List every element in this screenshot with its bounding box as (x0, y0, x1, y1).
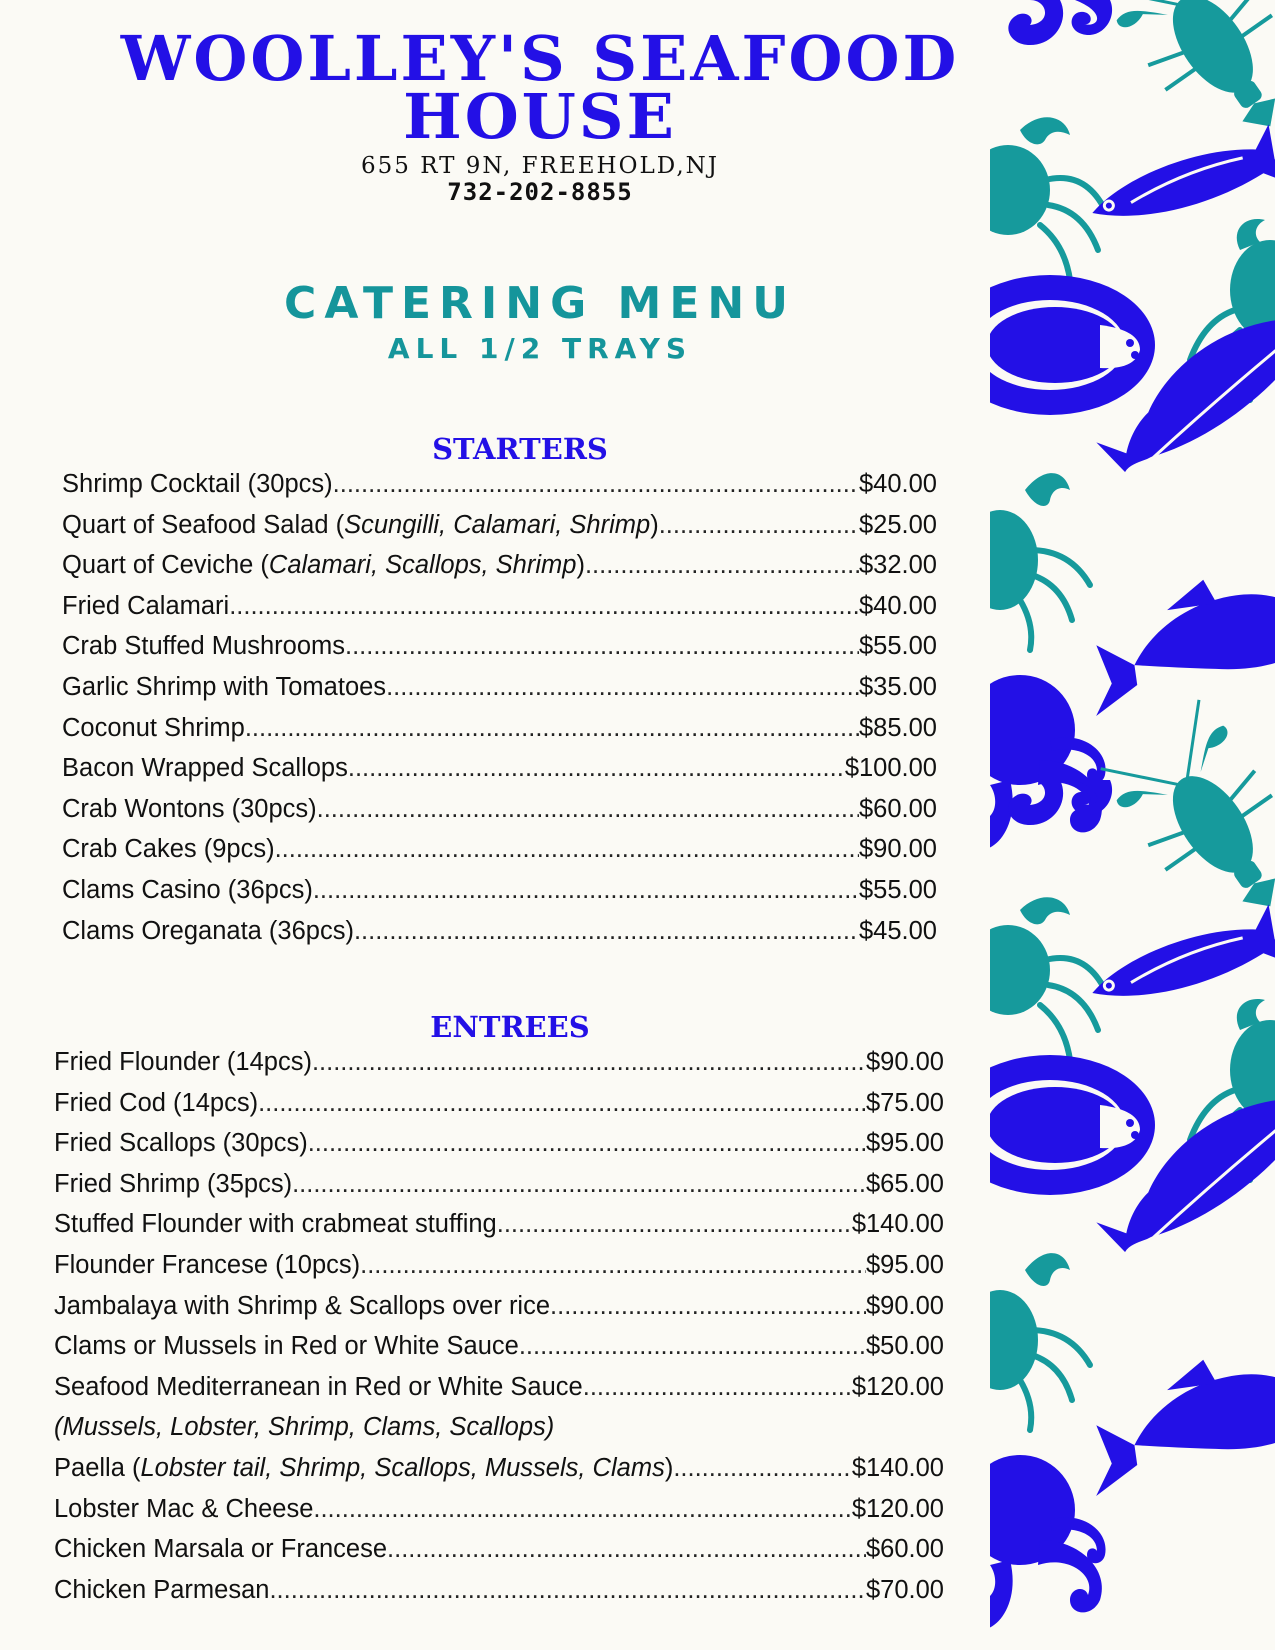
item-price: $90.00 (866, 1048, 944, 1076)
starters-heading: STARTERS (432, 432, 608, 466)
restaurant-phone: 732-202-8855 (447, 178, 633, 206)
sea-creature-pattern-art (990, 0, 1275, 1650)
item-name: Clams Oreganata (36pcs) (62, 916, 354, 945)
menu-item (62, 470, 937, 511)
item-name-suffix: ) (650, 510, 659, 539)
item-name: Clams Casino (36pcs) (62, 875, 313, 904)
menu-item (62, 551, 937, 592)
restaurant-address: 655 RT 9N, FREEHOLD,NJ (360, 153, 719, 179)
dot-leader (497, 1210, 852, 1239)
item-price: $40.00 (859, 591, 937, 620)
item-name: Crab Cakes (9pcs) (62, 835, 275, 864)
item-name: Fried Flounder (14pcs) (54, 1048, 312, 1076)
tuna-icon (1079, 564, 1275, 716)
item-name (62, 551, 585, 580)
entrees-list (54, 1048, 944, 1616)
menu-item (54, 1089, 944, 1130)
item-name: Seafood Mediterranean in Red or White Sauce (54, 1372, 583, 1401)
dot-leader (387, 1535, 866, 1564)
item-price: $60.00 (866, 1535, 944, 1564)
dot-leader (333, 470, 859, 499)
menu-item (54, 1251, 944, 1292)
dot-leader (345, 632, 859, 661)
item-price: $60.00 (859, 794, 937, 823)
octopus-icon (990, 675, 1106, 850)
dot-leader (229, 592, 859, 621)
item-price: $32.00 (859, 551, 937, 580)
item-price: $55.00 (859, 632, 937, 661)
item-price: $95.00 (866, 1250, 944, 1279)
item-name: Coconut Shrimp (62, 713, 245, 742)
menu-item (54, 1129, 944, 1170)
menu-title: CATERING MENU (284, 278, 796, 329)
menu-item (54, 1495, 944, 1536)
menu-item (54, 1292, 944, 1333)
item-price: $40.00 (859, 470, 937, 498)
item-name: Fried Shrimp (35pcs) (54, 1169, 293, 1198)
menu-item (62, 673, 937, 714)
item-name-text: Quart of Seafood Salad ( (62, 510, 345, 539)
menu-item (62, 917, 937, 958)
item-price: $100.00 (844, 754, 937, 783)
item-name: Bacon Wrapped Scallops (62, 754, 348, 783)
item-name: Stuffed Flounder with crabmeat stuffing (54, 1210, 497, 1239)
pattern-tile (990, 0, 1275, 850)
menu-item (62, 876, 937, 917)
dot-leader (550, 1292, 866, 1321)
menu-item (54, 1332, 944, 1373)
item-name: Chicken Parmesan (54, 1575, 270, 1604)
item-price: $55.00 (859, 875, 937, 904)
crab-icon (990, 473, 1090, 650)
menu-item (54, 1576, 944, 1617)
item-price: $85.00 (859, 713, 937, 742)
dot-leader (312, 1048, 866, 1077)
dot-leader (360, 1251, 866, 1280)
dot-leader (585, 551, 859, 580)
menu-item (62, 835, 937, 876)
item-price: $90.00 (859, 835, 937, 864)
item-name: Fried Scallops (30pcs) (54, 1129, 308, 1158)
dot-leader (269, 1576, 866, 1605)
item-name: Crab Wontons (30pcs) (62, 794, 317, 823)
item-name: Shrimp Cocktail (30pcs) (62, 470, 333, 498)
starters-list (62, 470, 937, 957)
menu-item (54, 1210, 944, 1251)
restaurant-name-line2: HOUSE (403, 80, 677, 153)
item-name (54, 1454, 673, 1483)
dot-leader (317, 795, 859, 824)
lobster-icon (1096, 0, 1275, 164)
dot-leader (348, 754, 845, 783)
restaurant-name-line1: WOOLLEY'S SEAFOOD (120, 22, 960, 95)
crab-icon (990, 117, 1105, 280)
menu-item (62, 592, 937, 633)
sea-creature-pattern (990, 0, 1275, 1650)
menu-item (62, 511, 937, 552)
dot-leader (313, 1495, 851, 1524)
item-price: $65.00 (866, 1169, 944, 1198)
menu-item (54, 1373, 944, 1414)
item-name: Clams or Mussels in Red or White Sauce (54, 1332, 519, 1361)
item-price: $50.00 (866, 1332, 944, 1361)
item-name: Fried Cod (14pcs) (54, 1088, 259, 1117)
dot-leader (659, 511, 859, 540)
item-name-suffix: ) (576, 551, 585, 580)
menu-item (62, 795, 937, 836)
item-name-text: Paella ( (54, 1453, 141, 1482)
restaurant-name (80, 22, 1000, 153)
item-price: $90.00 (866, 1291, 944, 1320)
dot-leader (308, 1129, 866, 1158)
menu-item (54, 1454, 944, 1495)
menu-subtitle: ALL 1/2 TRAYS (387, 332, 693, 365)
flounder-icon (990, 275, 1155, 415)
entrees-heading: ENTREES (430, 1010, 590, 1044)
item-price: $120.00 (851, 1494, 944, 1523)
item-name-suffix: ) (664, 1453, 674, 1482)
dot-leader (386, 673, 859, 702)
menu-item (62, 714, 937, 755)
item-name: Jambalaya with Shrimp & Scallops over rice (54, 1291, 551, 1320)
item-price: $70.00 (866, 1575, 944, 1604)
menu-item (54, 1170, 944, 1211)
dot-leader (583, 1373, 852, 1402)
dot-leader (245, 714, 859, 743)
menu-item (54, 1535, 944, 1576)
dot-leader (354, 917, 859, 946)
dot-leader (258, 1089, 866, 1118)
item-note: Calamari, Scallops, Shrimp (268, 551, 577, 580)
dot-leader (275, 835, 859, 864)
item-price: $95.00 (866, 1129, 944, 1158)
menu-item (62, 754, 937, 795)
item-name: Flounder Francese (10pcs) (54, 1250, 361, 1279)
item-name (62, 511, 659, 540)
menu-item (54, 1048, 944, 1089)
item-name: Crab Stuffed Mushrooms (62, 632, 345, 661)
item-note: (Mussels, Lobster, Shrimp, Clams, Scallops) (54, 1413, 555, 1442)
item-name: Lobster Mac & Cheese (54, 1494, 314, 1523)
item-price: $75.00 (866, 1088, 944, 1117)
item-note: Scungilli, Calamari, Shrimp (344, 510, 651, 539)
item-name: Chicken Marsala or Francese (54, 1535, 388, 1564)
dot-leader (292, 1170, 866, 1199)
item-price: $140.00 (851, 1210, 944, 1239)
dot-leader (673, 1454, 852, 1483)
menu-item (62, 632, 937, 673)
item-price: $140.00 (851, 1453, 944, 1482)
item-price: $45.00 (859, 916, 937, 945)
item-name: Garlic Shrimp with Tomatoes (62, 672, 387, 701)
octopus-icon (990, 0, 1112, 45)
item-name-text: Quart of Ceviche ( (62, 551, 269, 580)
item-note: Lobster tail, Shrimp, Scallops, Mussels, Clams (140, 1453, 665, 1482)
item-price: $25.00 (859, 510, 937, 539)
dot-leader (313, 876, 859, 905)
item-price: $35.00 (859, 672, 937, 701)
item-price: $120.00 (851, 1372, 944, 1401)
dot-leader (519, 1332, 866, 1361)
item-name: Fried Calamari (62, 591, 230, 620)
